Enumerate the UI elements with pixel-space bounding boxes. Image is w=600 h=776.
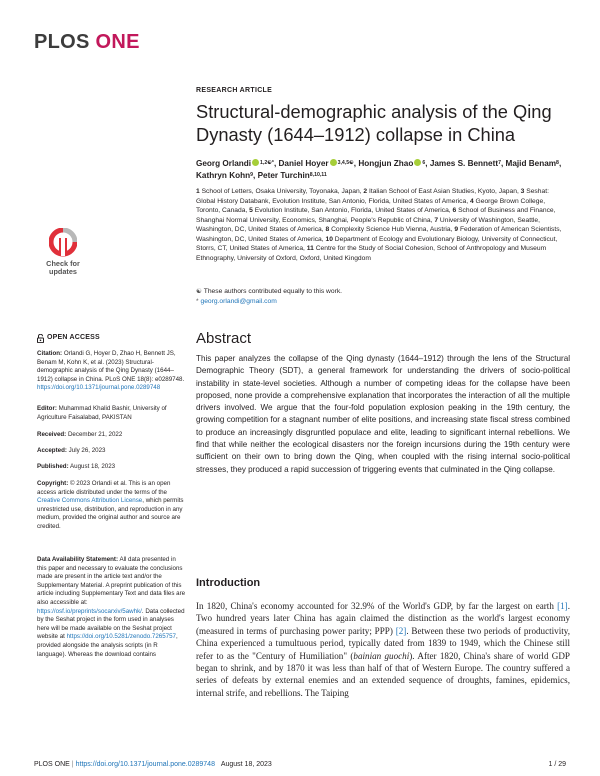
logo-plos: PLOS: [34, 31, 90, 53]
check-for-updates-icon: [49, 228, 77, 258]
affiliation: 10 Department of Ecology and Evolutionary Biology, University of Connecticut, Storrs, CT, United States of America,: [196, 235, 558, 252]
citation-doi-link[interactable]: https://doi.org/10.1371/journal.pone.0289748: [37, 384, 161, 392]
page-footer: [34, 761, 566, 768]
author[interactable]: [430, 159, 501, 168]
check-for-updates-badge[interactable]: [37, 228, 89, 286]
intro-text-1: In 1820, China's economy accounted for 32.9% of the World's GDP, by far the largest on earth: [196, 601, 554, 611]
check-for-updates-line1: Check for: [46, 259, 80, 268]
published-value: August 18, 2023: [70, 463, 116, 470]
affiliation: 8 Complexity Science Hub Vienna, Austria,: [325, 226, 455, 233]
data-availability-label: Data Availability Statement:: [37, 556, 119, 563]
article-title: Structural-demographic analysis of the Qing Dynasty (1644–1912) collapse in China: [196, 101, 552, 145]
author-notes: [196, 287, 570, 306]
accepted-date: [37, 447, 187, 456]
intro-text-4: ). After 1820, China's share of world GDP began to shrink, and by 1870 it was less than half of that of Western Europe. The country suffered a series of defeats by external enemies and an extended sequence of droughts, famines, epidemics, internal strife, and rebellions. The Taiping: [196, 650, 570, 698]
article-type: RESEARCH ARTICLE: [196, 87, 273, 94]
affiliation: 4 George Brown College, Toronto, Canada,: [196, 197, 546, 214]
affiliation: 2 Italian School of East Asian Studies, Kyoto, Japan,: [363, 188, 521, 195]
preprint-link[interactable]: https://osf.io/preprints/socarxiv/5awhk/: [37, 607, 142, 615]
author-affiliation-sup: 6: [422, 160, 426, 166]
data-availability-text-3: , provided alongside the analysis scripts (in R language). Whereas the download contains: [37, 633, 178, 658]
affiliation: 1 School of Letters, Osaka University, Toyonaka, Japan,: [196, 188, 364, 195]
equal-contribution-symbol: ☯: [196, 288, 202, 295]
footer-left: PLOS ONE | https://doi.org/10.1371/journal.pone.0289748 August 18, 2023: [34, 761, 272, 768]
introduction-text: [196, 600, 570, 699]
citation-text: Orlandi G, Hoyer D, Zhao H, Bennett JS, Benam M, Kohn K, et al. (2023) Structural-demographic analysis of the Qing Dynasty (1644–1912) collapse in China. PLoS ONE 18(8): e0289748.: [37, 350, 185, 383]
received-label: Received:: [37, 431, 67, 438]
author-name: Majid Benam: [505, 159, 557, 168]
author-affiliation-sup: 3,4,5☯: [337, 160, 354, 166]
data-availability-text-1: All data presented in this paper and necessary to evaluate the conclusions made are present in the article text and/or the Supplementary Material. A preprint publication of this article including Supplementary Text and data files are also accessible at:: [37, 556, 186, 606]
published-label: Published:: [37, 463, 69, 470]
author-affiliation-sup: 8,10,11: [309, 172, 327, 178]
author[interactable]: [506, 159, 559, 168]
affiliation-list: [196, 187, 570, 263]
zenodo-link[interactable]: https://doi.org/10.5281/zenodo.7265757: [66, 633, 176, 641]
author-affiliation-sup: 8: [556, 160, 559, 166]
logo-one: ONE: [95, 31, 140, 53]
citation-block: [37, 350, 187, 393]
intro-text-2: . Two hundred years later China has again claimed the distinction as the world's largest economy (measured in terms of purchasing power parity; PPP): [196, 601, 570, 636]
footer-date: August 18, 2023: [220, 761, 272, 768]
author-name: Hongjun Zhao: [358, 159, 414, 168]
footer-doi-link[interactable]: https://doi.org/10.1371/journal.pone.0289748: [75, 761, 215, 768]
license-link[interactable]: Creative Commons Attribution License: [37, 497, 143, 505]
citation-label: Citation:: [37, 350, 63, 357]
editor-text: Muhammad Khalid Bashir, University of Agriculture Faisalabad, PAKISTAN: [37, 405, 167, 421]
check-for-updates-line2: updates: [49, 267, 77, 276]
author-list: Georg Orlandi $^{1,2☯*}$, Daniel Hoyer $^{3,4,5☯}$, Hongjun Zhao $^6$, James S. Bennett$^7$, Majid Benam$^8$, Kathryn Kohn$^9$, Peter Turchin$^{8,10,11}$: [196, 159, 562, 180]
corresponding-email-link[interactable]: georg.orlandi@gmail.com: [200, 297, 277, 305]
intro-text-3: . Between these two periods of productivity, China experienced a tumultuous period, typically dated from 1839 to 1949, which the Chinese still refer to as the "Century of Humiliation" (: [196, 625, 571, 661]
editor-label: Editor:: [37, 405, 57, 412]
author-name: James S. Bennett: [429, 159, 499, 168]
author-affiliation-sup: 7: [498, 160, 501, 166]
reference-link-2[interactable]: [2]: [395, 625, 407, 636]
open-lock-icon: [37, 334, 44, 343]
affiliation: 5 Evolution Institute, San Antonio, Florida, United States of America,: [249, 207, 453, 214]
footer-journal: PLOS ONE: [34, 761, 70, 768]
accepted-label: Accepted:: [37, 447, 67, 454]
author-name: Georg Orlandi: [196, 159, 252, 168]
data-availability-block: [37, 556, 187, 659]
copyright-label: Copyright:: [37, 480, 69, 487]
copyright-text-1: © 2023 Orlandi et al. This is an open access article distributed under the terms of the: [37, 480, 171, 496]
orcid-icon[interactable]: [252, 159, 259, 166]
introduction-heading: Introduction: [196, 577, 261, 589]
abstract-heading: Abstract: [196, 330, 252, 347]
affiliation: 7 University of Washington, Seattle, Washington, DC, United States of America,: [196, 216, 541, 233]
corresponding-symbol: *: [196, 297, 199, 305]
author-name: Peter Turchin: [257, 171, 310, 180]
author[interactable]: [279, 159, 354, 168]
orcid-icon[interactable]: [414, 159, 421, 166]
open-access-label: [37, 334, 187, 343]
orcid-icon[interactable]: [330, 159, 337, 166]
data-availability-text-2: . Data collected by the Seshat project in the form used in analyses here will be made available on the Seshat project website at: [37, 607, 185, 641]
check-for-updates-label: [46, 260, 80, 276]
author-affiliation-sup: 9: [250, 172, 254, 178]
editor-block: [37, 405, 187, 422]
affiliation: 6 School of Business and Finance, Shanghai Normal University, Economics, Shanghai, People's Republic of China,: [196, 207, 556, 224]
affiliation: 11 Centre for the Study of Social Cohesion, School of Anthropology and Museum Ethnography, University of Oxford, Oxford, United Kingdom: [196, 245, 547, 262]
author[interactable]: [196, 171, 253, 180]
affiliation: 9 Federation of American Scientists, Washington, DC, United States of America,: [196, 226, 562, 243]
journal-logo: [34, 31, 140, 54]
footer-page-number: 1 / 29: [548, 761, 566, 768]
published-date: [37, 463, 187, 472]
abstract-text: This paper analyzes the collapse of the Qing dynasty (1644–1912) through the lens of the Structural Demographic Theory (SDT), a general framework for understanding the drivers of socio-political instability in state-level societies. Although a number of competing ideas for the collapse have been proposed, none provide a comprehensive explanation that incorporates the interaction of all the multiple drivers involved. We argue that the four-fold population explosion peaking in the 19th century, the growing competition for a stagnant number of elite positions, and increasing state fiscal stress combined to produce an increasingly disgruntled populace and elite, leading to significant internal rebellions. We find that while neither the ecological disasters nor the foreign incursions during the 19th century were sufficient on their own to bring down the Qing, when coupled with the rising internal socio-political stresses, they produced a rapid succession of triggering events that culminated in the Qing collapse.: [196, 354, 570, 474]
author[interactable]: [196, 159, 274, 168]
equal-contribution-note: [196, 287, 570, 297]
affiliation: 3 Seshat: Global History Databank, Evolution Institute, San Antonio, Florida, United States of America,: [196, 188, 549, 205]
author[interactable]: [358, 159, 425, 168]
accepted-value: July 26, 2023: [68, 447, 106, 454]
corresponding-note: [196, 297, 570, 307]
author-name: Daniel Hoyer: [278, 159, 329, 168]
received-date: [37, 431, 187, 440]
open-access-text: OPEN ACCESS: [47, 334, 100, 342]
intro-term: bainian guochi: [353, 650, 410, 661]
reference-link-1[interactable]: [1]: [557, 601, 568, 611]
author-name: Kathryn Kohn: [196, 171, 251, 180]
copyright-text-2: , which permits unrestricted use, distribution, and reproduction in any medium, provided the original author and source are credited.: [37, 497, 184, 530]
copyright-block: [37, 480, 187, 532]
author-affiliation-sup: 1,2☯*: [260, 160, 274, 166]
author[interactable]: [258, 171, 327, 180]
equal-contribution-text: These authors contributed equally to this work.: [203, 288, 343, 295]
received-value: December 21, 2022: [67, 431, 123, 438]
